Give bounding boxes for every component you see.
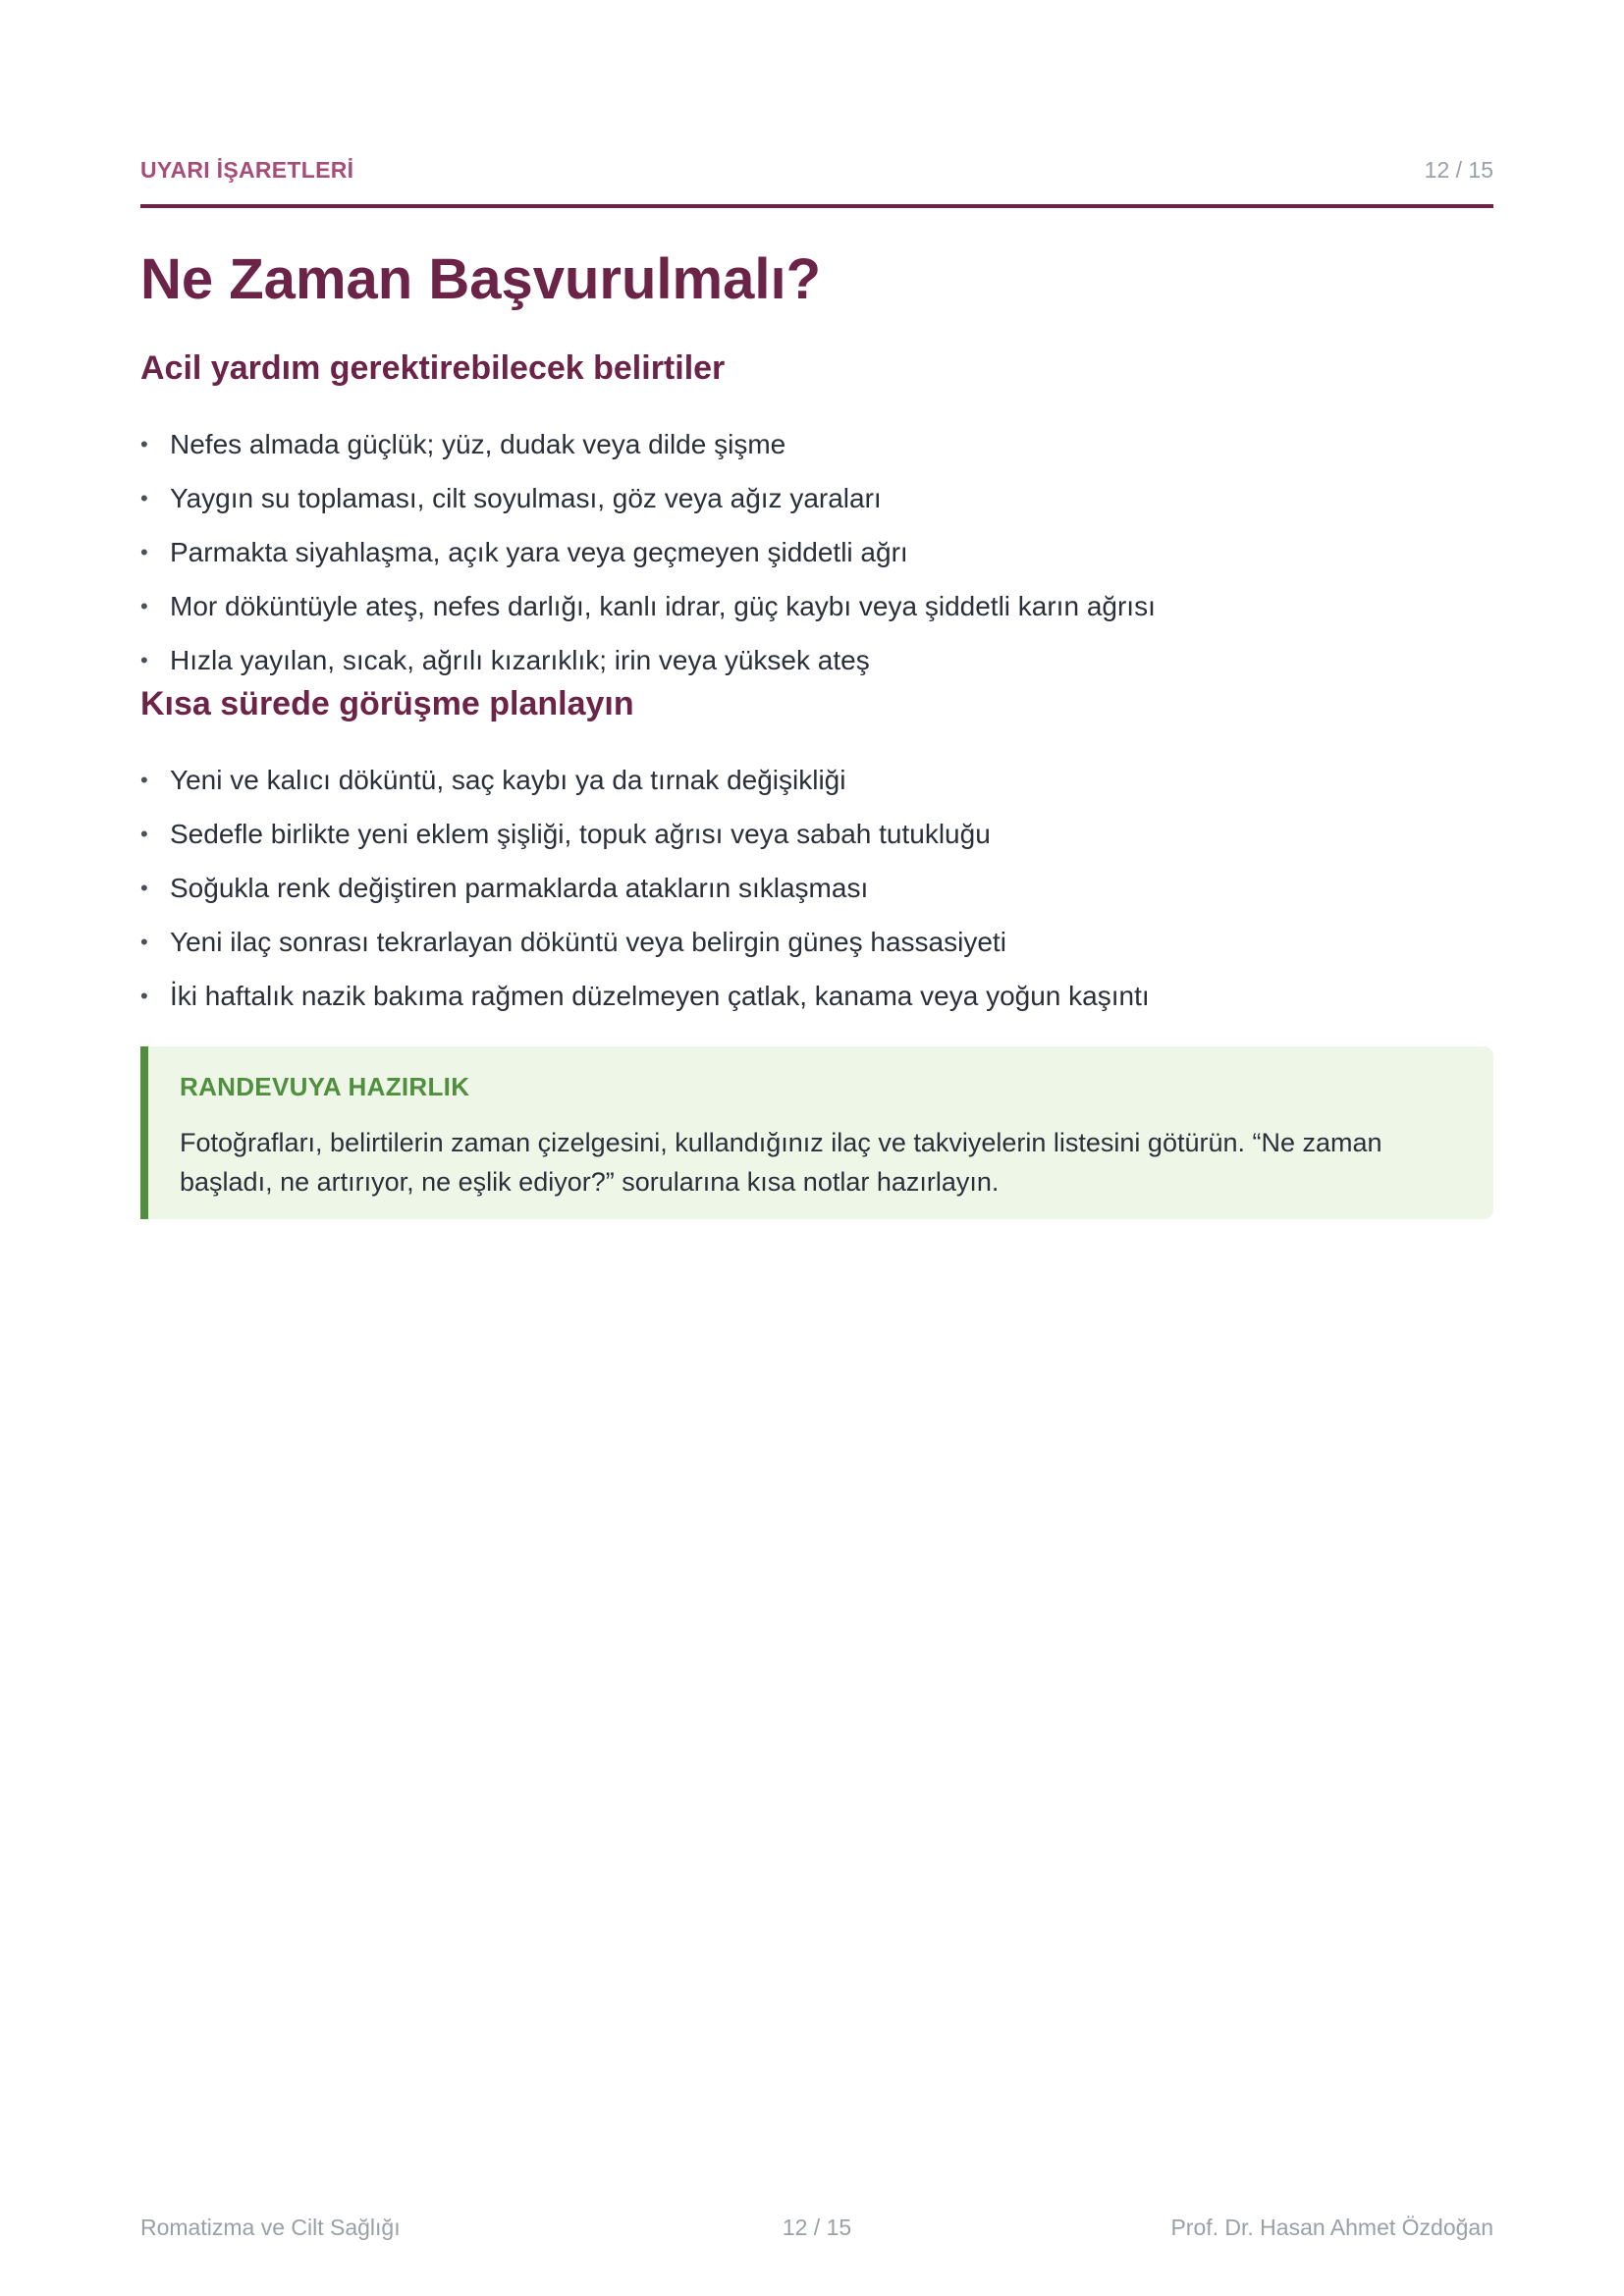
bullet-icon: • [140, 594, 148, 618]
list-item-text: Nefes almada güçlük; yüz, dudak veya dilde şişme [170, 429, 786, 459]
list-item-text: Yeni ve kalıcı döküntü, saç kaybı ya da tırnak değişikliği [170, 765, 846, 795]
footer-book-title: Romatizma ve Cilt Sağlığı [140, 2215, 401, 2240]
document-page [140, 0, 1493, 2296]
page-title: Ne Zaman Başvurulmalı? [140, 247, 821, 311]
emergency-symptoms-list [140, 425, 1156, 695]
emergency-symptoms-heading: Acil yardım gerektirebilecek belirtiler [140, 349, 726, 387]
bullet-icon: • [140, 822, 148, 846]
bullet-icon: • [140, 876, 148, 900]
footer-author: Prof. Dr. Hasan Ahmet Özdoğan [1170, 2215, 1493, 2240]
list-item [140, 815, 1150, 869]
bullet-icon: • [140, 540, 148, 564]
list-item-text: İki haftalık nazik bakıma rağmen düzelmeyen çatlak, kanama veya yoğun kaşıntı [170, 981, 1150, 1011]
list-item [140, 533, 1156, 587]
bullet-icon: • [140, 768, 148, 792]
bullet-icon: • [140, 432, 148, 456]
footer-page-number: 12 / 15 [782, 2215, 852, 2240]
list-item [140, 761, 1150, 815]
list-item-text: Yaygın su toplaması, cilt soyulması, göz veya ağız yaraları [170, 483, 882, 513]
list-item-text: Yeni ilaç sonrası tekrarlayan döküntü veya belirgin güneş hassasiyeti [170, 927, 1006, 957]
callout-body: Fotoğrafları, belirtilerin zaman çizelgesini, kullandığınız ilaç ve takviyelerin listesini götürün. “Ne zaman başladı, ne artırıyor, ne eşlik ediyor?” sorularına kısa notlar hazırlayın. [180, 1128, 1382, 1197]
appointment-prep-callout [140, 1046, 1493, 1219]
section-label: UYARI İŞARETLERİ [140, 157, 354, 183]
list-item-text: Mor döküntüyle ateş, nefes darlığı, kanlı idrar, güç kaybı veya şiddetli karın ağrısı [170, 591, 1156, 621]
list-item-text: Parmakta siyahlaşma, açık yara veya geçmeyen şiddetli ağrı [170, 537, 908, 567]
page-footer [140, 2215, 1493, 2244]
list-item [140, 923, 1150, 977]
list-item [140, 425, 1156, 479]
list-item-text: Soğukla renk değiştiren parmaklarda atakların sıklaşması [170, 873, 869, 903]
list-item [140, 479, 1156, 533]
page-number-header: 12 / 15 [1424, 157, 1493, 183]
list-item [140, 977, 1150, 1031]
schedule-appointment-list [140, 761, 1150, 1031]
list-item-text: Sedefle birlikte yeni eklem şişliği, topuk ağrısı veya sabah tutukluğu [170, 819, 991, 849]
schedule-appointment-heading: Kısa sürede görüşme planlayın [140, 685, 634, 722]
bullet-icon: • [140, 486, 148, 510]
running-header [140, 153, 1493, 208]
list-item-text: Hızla yayılan, sıcak, ağrılı kızarıklık; irin veya yüksek ateş [170, 645, 870, 675]
bullet-icon: • [140, 984, 148, 1008]
list-item [140, 869, 1150, 923]
list-item [140, 587, 1156, 641]
bullet-icon: • [140, 648, 148, 672]
callout-title: RANDEVUYA HAZIRLIK [180, 1072, 470, 1101]
bullet-icon: • [140, 930, 148, 954]
